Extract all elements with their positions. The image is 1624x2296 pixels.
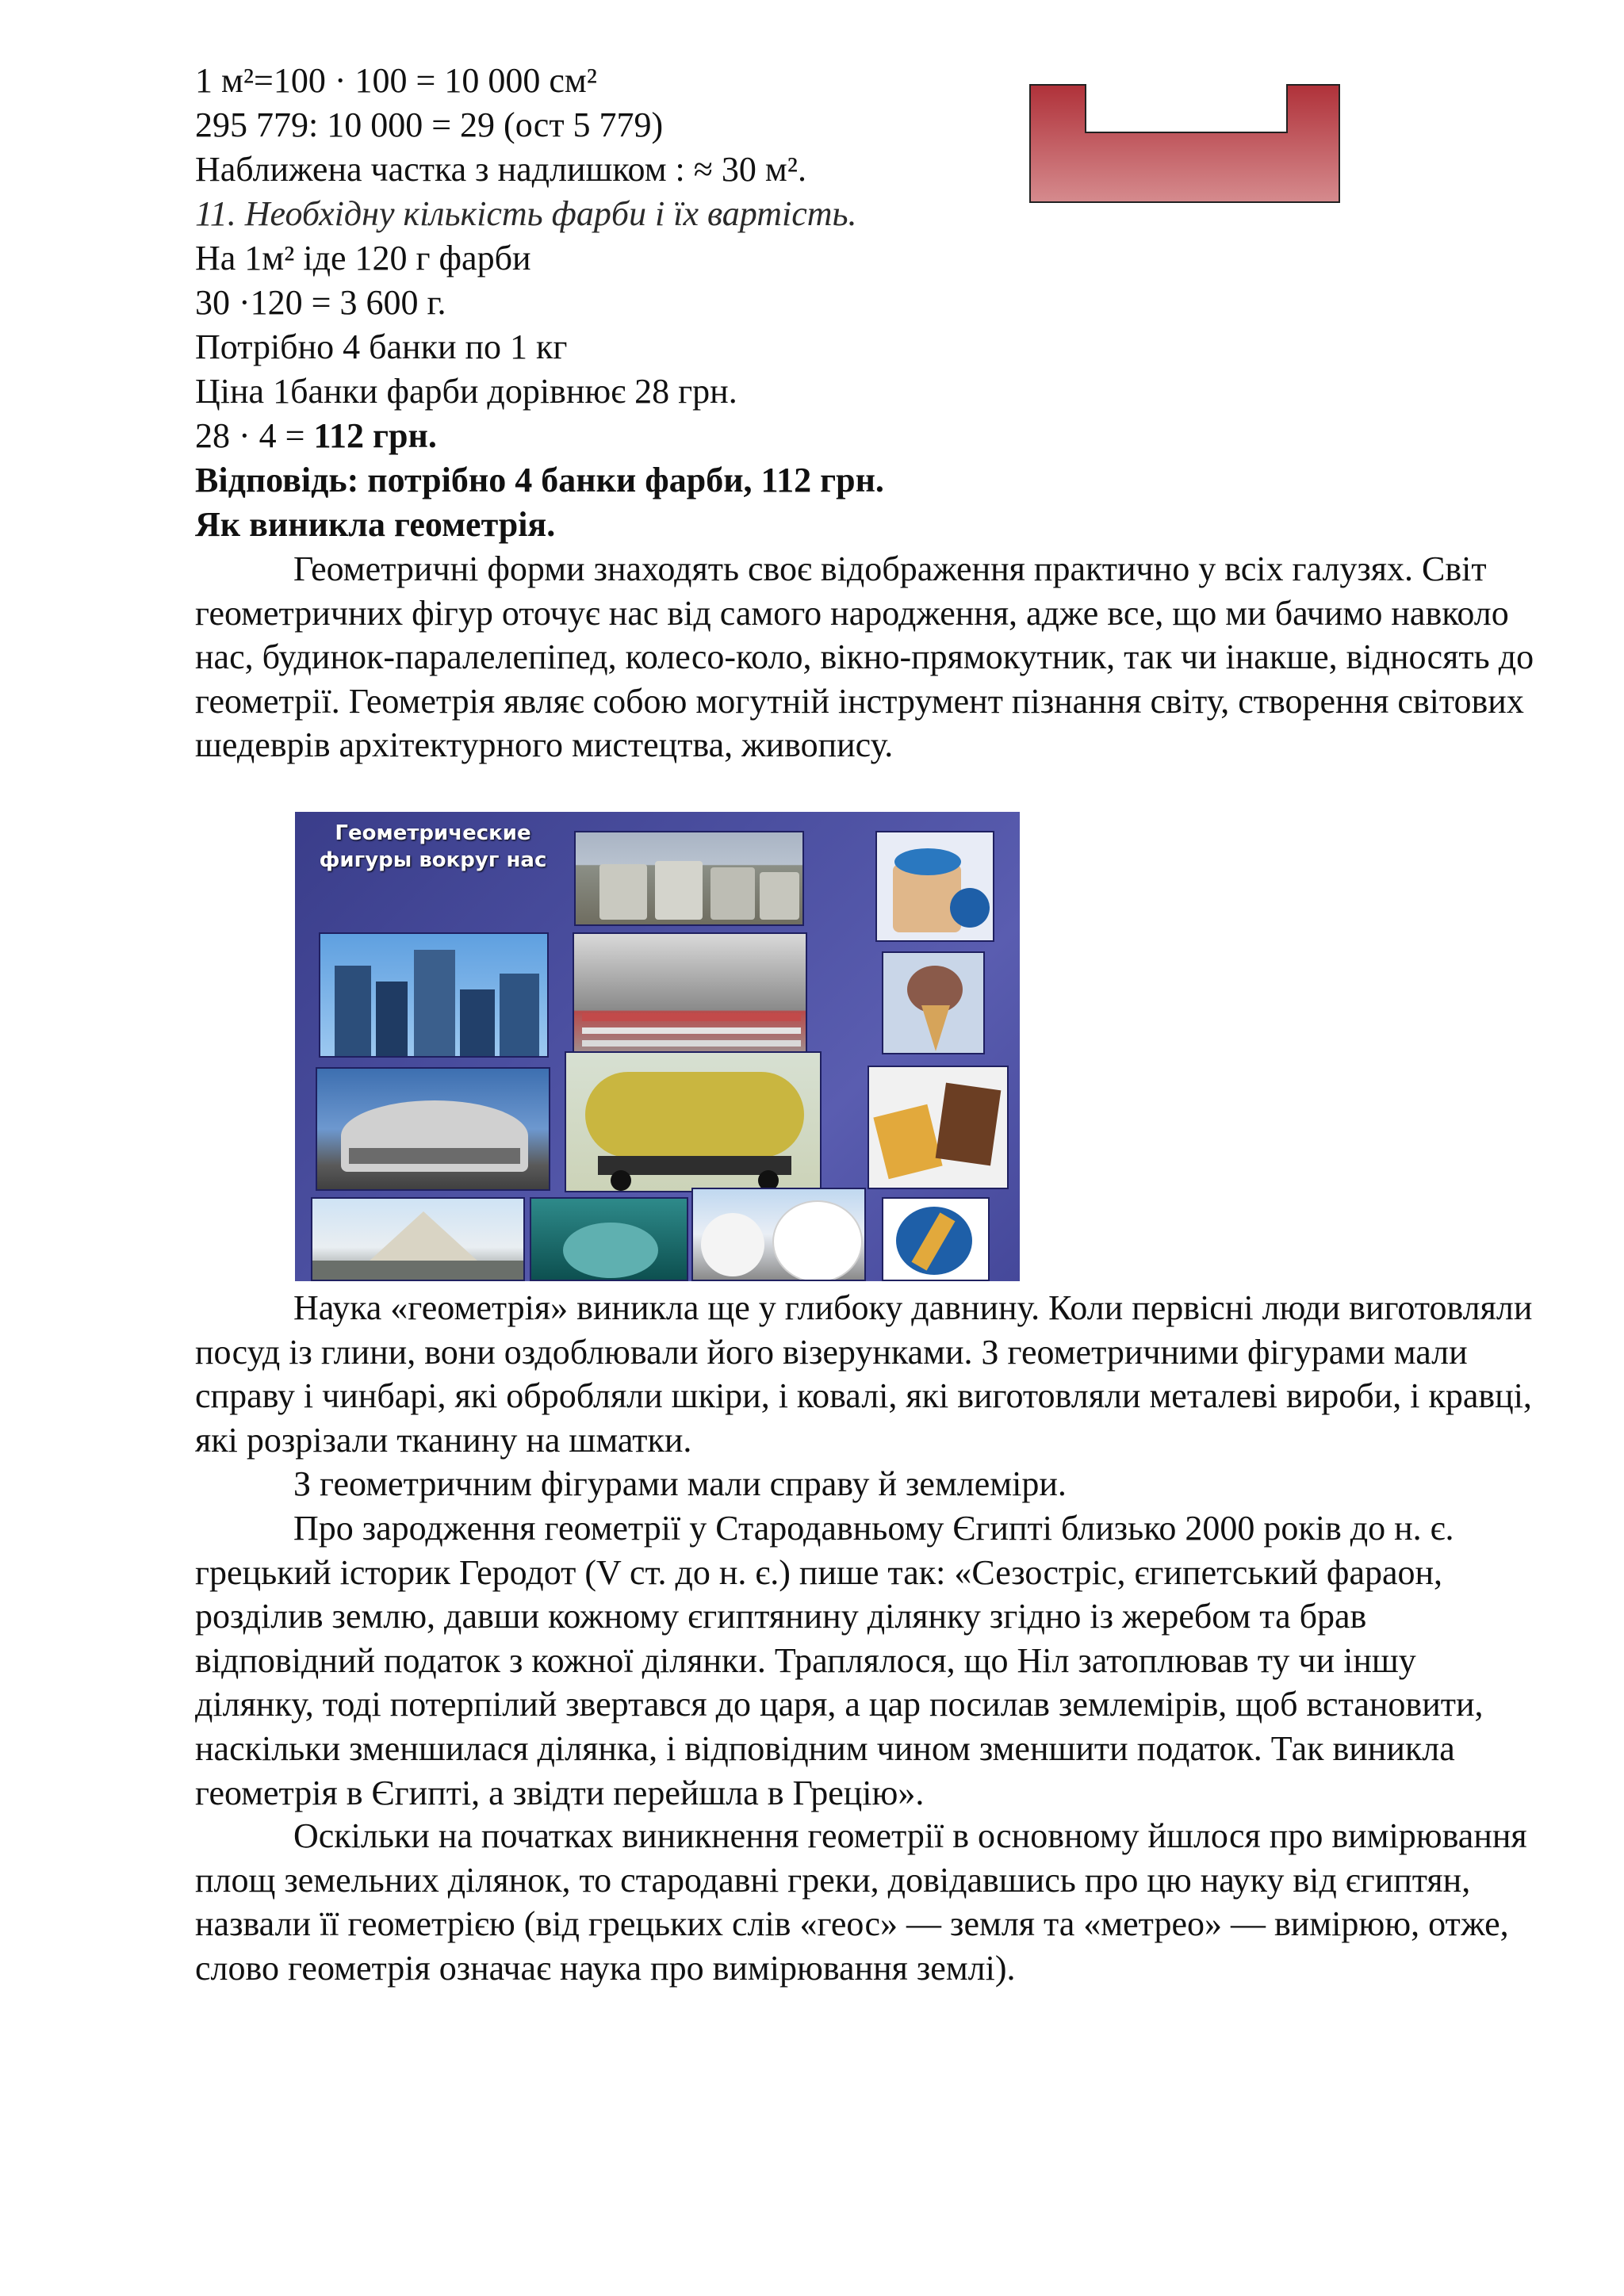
chocolate-bars-photo [868,1066,1009,1189]
paragraph-4: Про зародження геометрії у Стародавньому Єгипті близько 2000 років до н. є. грецький історик Геродот (V ст. до н. є.) пише так: «Сезостріс, єгипетський фараон, розділив землю, давши кожному єгиптянину ділянку згідно із жеребом та брав відповідний податок з кожної ділянки. Траплялося, що Ніл затоплював ту чи іншу ділянку, тоді потерпілий звертався до царя, а цар посилав землемірів, щоб встановити, наскільки зменшилася ділянка, і відповідним чином зменшити податок. Так виникла геометрія в Єгипті, а звідти перейшла в Грецію». [195,1509,1484,1812]
oil-tanks-photo [574,831,804,926]
calc-line-5: 30 ·120 = 3 600 г. [195,283,446,322]
collage-title: Геометрические фигуры вокруг нас [319,821,547,872]
paragraph-1: Геометричні форми знаходять своє відображення практично у всіх галузях. Світ геометричних фігур оточує нас від самого народження, адже все, що ми бачимо навколо нас, будинок-паралелепіпед, колесо-коло, вікно-прямокутник, так чи інакше, відносять до геометрії. Геометрія являє собою могутній інструмент пізнання світу, створення світових шедеврів архітектурного мистецтва, живопису. [195,549,1534,765]
paragraph-5: Оскільки на початках виникнення геометрії в основному йшлося про вимірювання площ земельних ділянок, то стародавні греки, довідавшись про цю науку від єгиптян, назвали її геометрією (від грецьких слів «геос» — земля та «метрео» — вимірюю, отже, слово геометрія означає наука про вимірювання землі). [195,1816,1527,1988]
paragraph-2: Наука «геометрія» виникла ще у глибоку давнину. Коли первісні люди виготовляли посуд із глини, вони оздоблювали його візерунками. З геометричними фігурами мали справу і чинбарі, які обробляли шкіри, і ковалі, які виготовляли металеві вироби, і кравці, які розрізали тканину на шматки. [195,1288,1533,1460]
calc-line-1: 1 м²=100 · 100 = 10 000 см² [195,61,597,100]
ice-cream-cone-photo [882,951,985,1054]
calc-total-prefix: 28 · 4 = [195,416,314,455]
calc-line-2: 295 779: 10 000 = 29 (ост 5 779) [195,105,664,144]
step-heading: 11. Необхідну кількість фарби і їх вартість. [195,194,857,233]
calc-line-4: На 1м² іде 120 г фарби [195,239,531,277]
calc-line-3: Наближена частка з надлишком : ≈ 30 м². [195,150,806,189]
underwater-sphere-photo [530,1197,688,1281]
section-heading: Як виникла геометрія. [195,505,556,544]
calc-line-total [195,414,437,458]
paragraph-3: З геометричним фігурами мали справу й землеміри. [293,1464,1067,1503]
pipelines-photo [573,932,807,1062]
rectangle-cutout [1085,84,1288,133]
pyramid-photo [311,1197,525,1281]
stadium-dome-photo [316,1067,550,1191]
tank-car-photo [565,1051,822,1192]
ice-cream-cup-photo [875,831,994,942]
calc-line-7: Ціна 1банки фарби дорівнює 28 грн. [195,372,737,411]
eskimo-ice-cream-photo [882,1197,990,1281]
geometry-collage-image [295,812,1020,1281]
calc-total-result: 112 грн. [313,416,437,455]
skyscrapers-photo [319,932,549,1058]
answer-line: Відповідь: потрібно 4 банки фарби, 112 грн. [195,461,884,499]
calc-line-6: Потрібно 4 банки по 1 кг [195,327,568,366]
gas-spheres-photo [691,1188,866,1281]
